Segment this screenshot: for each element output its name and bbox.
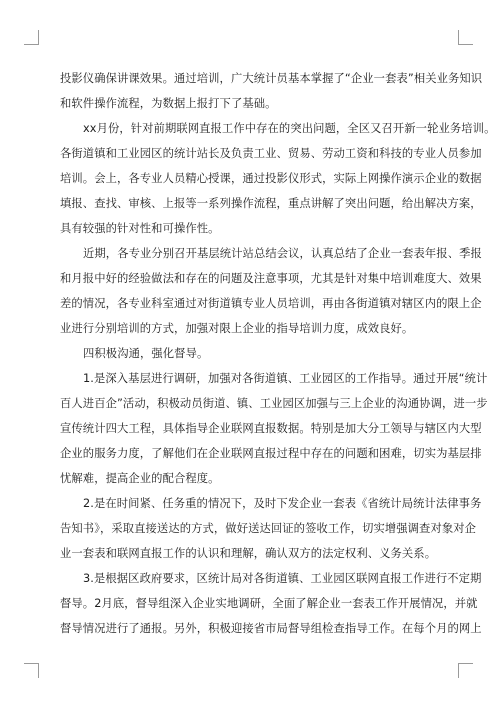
text-line: 1.是深入基层进行调研，加强对各街道镇、工业园区的工作指导。通过开展“统计 [83,372,488,385]
crop-mark-top-left [24,30,39,45]
crop-mark-bottom-left [24,663,39,678]
text-line: 四积极沟通，强化督导。 [83,347,209,360]
text-line: 百人进百企”活动，积极动员街道、镇、工业园区加强与三上企业的沟通协调，进一步 [60,397,488,410]
text-line: 业进行分别培训的方式，加强对限上企业的指导培训力度，成效良好。 [60,322,414,335]
crop-mark-top-right [458,30,473,45]
text-line: 填报、查找、审核、上报等一系列操作流程，重点讲解了突出问题，给出解决方案， [60,197,482,210]
text-line: 差的情况，各专业科室通过对街道镇专业人员培训，再由各街道镇对辖区内的限上企 [60,297,482,310]
text-line: 3.是根据区政府要求，区统计局对各街道镇、工业园区联网直报工作进行不定期 [83,572,482,585]
text-line: 和月报中好的经验做法和存在的问题及注意事项，尤其是针对集中培训难度大、效果 [60,272,482,285]
text-line: 业一套表和联网直报工作的认识和理解，确认双方的法定权利、义务关系。 [60,547,437,560]
text-line: 2.是在时间紧、任务重的情况下，及时下发企业一套表《省统计局统计法律事务 [83,497,482,510]
crop-mark-bottom-right [458,663,473,678]
text-line: 督导。2月底，督导组深入企业实地调研，全面了解企业一套表工作开展情况，并就 [60,597,478,610]
document-body [60,66,496,641]
text-line: 忧解难，提高企业的配合程度。 [60,472,220,485]
text-line: xx月份，针对前期联网直报工作中存在的突出问题，全区又召开新一轮业务培训。 [83,122,496,135]
text-line: 培训。会上，各专业人员精心授课，通过投影仪形式，实际上网操作演示企业的数据 [60,172,482,185]
text-line: 各街道镇和工业园区的统计站长及负责工业、贸易、劳动工资和科技的专业人员参加 [60,147,482,160]
text-line: 和软件操作流程，为数据上报打下了基础。 [60,97,277,110]
text-line: 督导情况进行了通报。另外，积极迎接省市局督导组检查指导工作。在每个月的网上 [60,622,482,635]
text-line: 告知书》，采取直接送达的方式，做好送达回证的签收工作，切实增强调查对象对企 [60,522,477,535]
text-line: 近期，各专业分别召开基层统计站总结会议，认真总结了企业一套表年报、季报 [83,247,482,260]
text-line: 企业的服务力度，了解他们在企业联网直报过程中存在的问题和困难，切实为基层排 [60,447,482,460]
text-line: 宣传统计四大工程，具体指导企业联网直报数据。特别是加大分工领导与辖区内大型 [60,422,482,435]
text-line: 具有较强的针对性和可操作性。 [60,222,220,235]
text-line: 投影仪确保讲课效果。通过培训，广大统计员基本掌握了“企业一套表”相关业务知识 [60,72,483,85]
